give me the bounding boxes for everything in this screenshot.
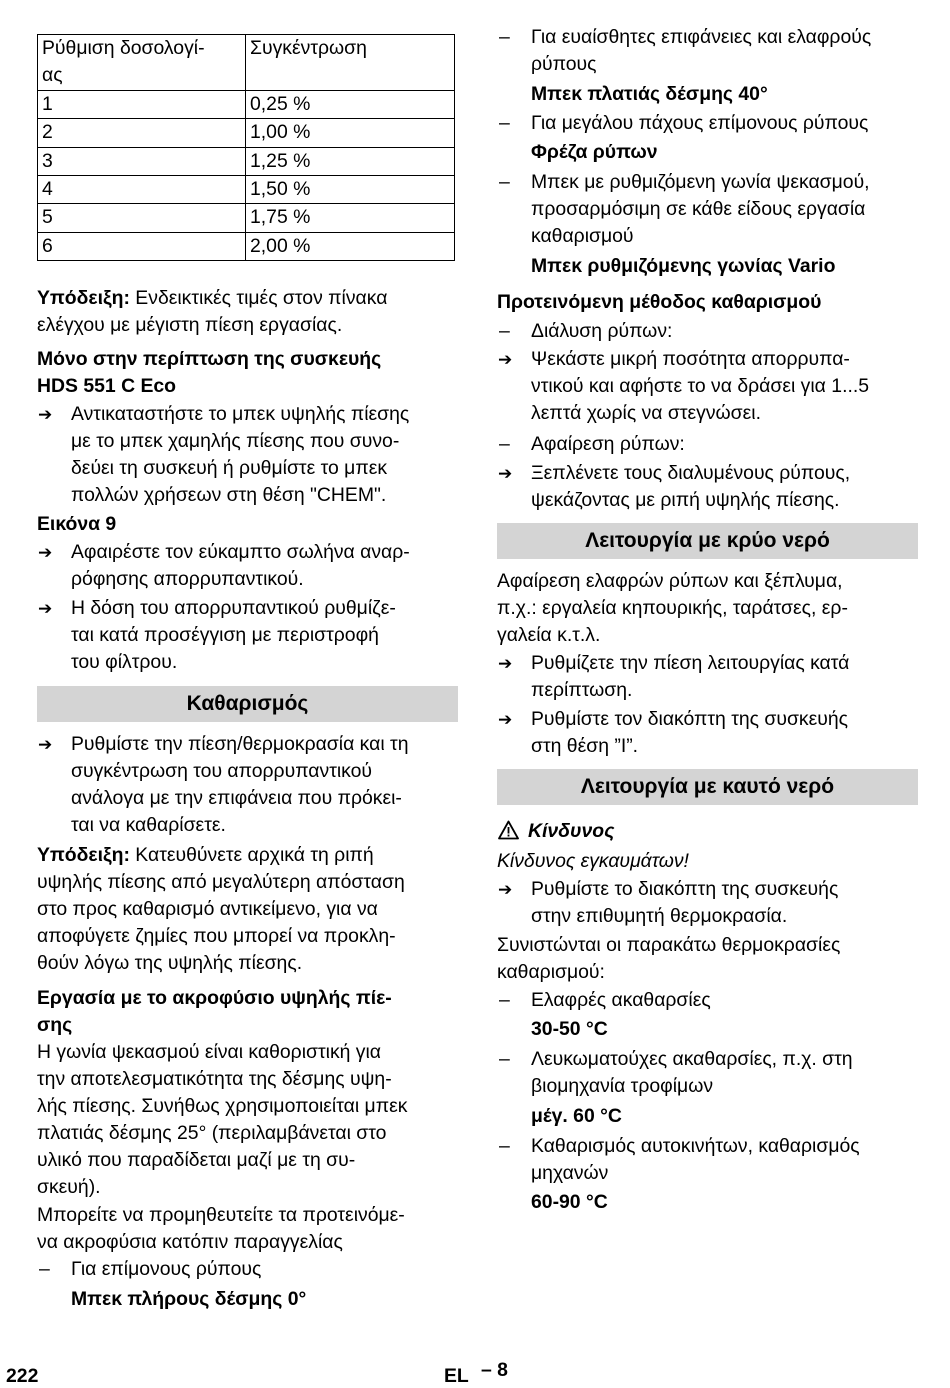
language-code: EL — [444, 1365, 469, 1387]
table-row: 1 0,25 % — [38, 90, 455, 118]
dash-bullet: – — [499, 171, 510, 193]
dash-bullet: – — [499, 112, 510, 134]
dash-bullet: – — [499, 1048, 510, 1070]
table-header-row — [38, 35, 455, 91]
arrow-right-icon: ➔ — [38, 599, 53, 618]
arrow-right-icon: ➔ — [498, 654, 513, 673]
arrow-right-icon: ➔ — [38, 543, 53, 562]
arrow-right-icon: ➔ — [498, 464, 513, 483]
arrow-right-icon: ➔ — [498, 710, 513, 729]
arrow-right-icon: ➔ — [498, 880, 513, 899]
dash-bullet: – — [499, 1135, 510, 1157]
table-header-concentration: Συγκέντρωση — [246, 35, 455, 91]
dash-bullet: – — [499, 26, 510, 48]
section-number: – 8 — [481, 1359, 508, 1381]
dash-bullet: – — [499, 989, 510, 1011]
dash-bullet: – — [39, 1258, 50, 1280]
warning-triangle-icon — [498, 820, 519, 840]
table-header-dosage: Ρύθμιση δοσολογί- ας — [38, 35, 246, 91]
dash-bullet: – — [499, 320, 510, 342]
table-row: 4 1,50 % — [38, 176, 455, 204]
section-heading-hot-water: Λειτουργία με καυτό νερό — [497, 769, 918, 805]
table-row: 5 1,75 % — [38, 204, 455, 232]
page-number: 222 — [6, 1365, 39, 1387]
table-row: 2 1,00 % — [38, 119, 455, 147]
section-heading-cleaning: Καθαρισμός — [37, 686, 458, 722]
arrow-right-icon: ➔ — [38, 405, 53, 424]
section-heading-cold-water: Λειτουργία με κρύο νερό — [497, 523, 918, 559]
dosage-table — [37, 34, 455, 261]
table-row: 3 1,25 % — [38, 147, 455, 175]
arrow-right-icon: ➔ — [498, 350, 513, 369]
dash-bullet: – — [499, 433, 510, 455]
table-row: 6 2,00 % — [38, 232, 455, 260]
arrow-right-icon: ➔ — [38, 735, 53, 754]
